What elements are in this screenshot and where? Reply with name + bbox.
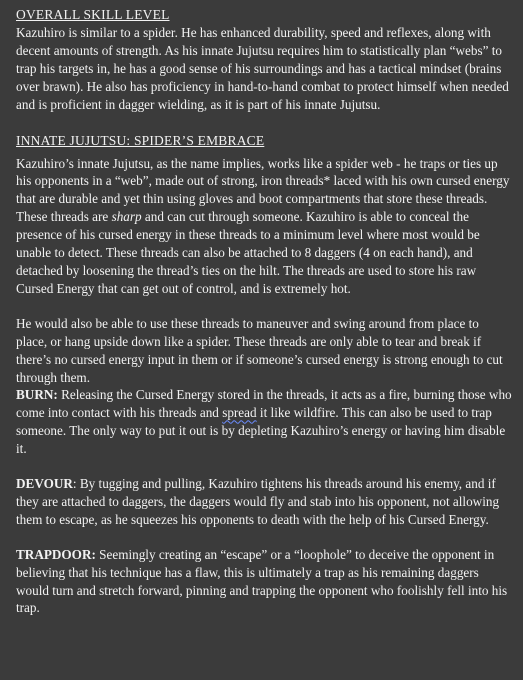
devour-text: : By tugging and pulling, Kazuhiro tightens his threads around his enemy, and if they are attached to daggers, the daggers would fly and stab into his opponent, not allowing them to escape, as he squeezes his opponents to death with the help of his Cursed Energy. <box>16 476 500 527</box>
innate-jujutsu-heading: INNATE JUJUTSU: SPIDER’S EMBRACE <box>16 132 265 148</box>
trapdoor-label: TRAPDOOR: <box>16 546 96 562</box>
burn-technique <box>16 386 513 458</box>
overall-skill-heading: OVERALL SKILL LEVEL <box>16 7 170 22</box>
spacer <box>16 458 513 475</box>
trapdoor-text: Seemingly creating an “escape” or a “loophole” to deceive the opponent in believing that his technique has a flaw, this is ultimately a trap as his remaining daggers would turn and stretch forward, pinning and trapping the opponent who foolishly fell into his trap. <box>16 546 508 616</box>
spacer <box>16 298 513 315</box>
innate-jujutsu-paragraph-1 <box>16 155 513 298</box>
spacer <box>16 529 513 546</box>
p1-text-before: Kazuhiro’s innate Jujutsu, as the name implies, works like a spider web - he traps or ties up his opponents in a “web”, made out of strong, iron threads* laced with his own cursed energy that are durable and yet thin using gloves and boot compartments that store these threads. These threads are <box>16 155 510 225</box>
overall-skill-paragraph: Kazuhiro is similar to a spider. He has enhanced durability, speed and reflexes, along with decent amounts of strength. As his innate Jujutsu requires him to statistically plan “webs” to trap his targets in, he has a good sense of his surroundings and has a tactical mindset (brains over brawn). He also has proficiency in hand-to-hand combat to protect himself when needed and is proficient in dagger wielding, as it is part of his innate Jujutsu. <box>16 25 509 112</box>
p1-text-after: and can cut through someone. Kazuhiro is able to conceal the presence of his cursed energy in these threads to a minimum level where most would be unable to detect. These threads can also be attached to 8 daggers (4 on each hand), and detached by loosening the thread’s ties on the hilt. The threads are used to store his raw Cursed Energy that can get out of control, and is extremely hot. <box>16 209 480 296</box>
burn-label: BURN: <box>16 387 58 403</box>
burn-text-before: Releasing the Cursed Energy stored in the threads, it acts as a fire, burning those who come into contact with his threads and <box>16 387 512 421</box>
spacer <box>16 114 513 132</box>
trapdoor-technique <box>16 546 513 618</box>
devour-technique <box>16 475 513 529</box>
sharp-emphasis: sharp <box>111 209 142 225</box>
devour-label: DEVOUR <box>16 476 73 492</box>
burn-text-after: it like wildfire. This can also be used to trap someone. The only way to put it out is by depleting Kazuhiro’s energy or having him disable it. <box>16 405 506 457</box>
spread-word: spread <box>222 405 257 421</box>
innate-jujutsu-paragraph-2: He would also be able to use these threads to maneuver and swing around from place to place, or hang upside down like a spider. These threads are only able to tear and break if there’s no cursed energy input in them or if someone’s cursed energy is strong enough to cut through them. <box>16 315 503 385</box>
